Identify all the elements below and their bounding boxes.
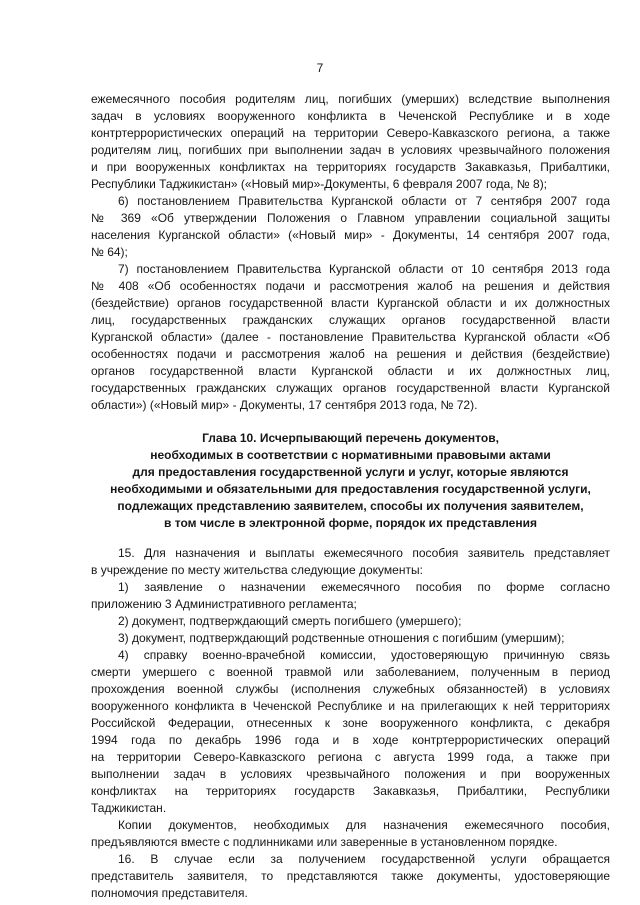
list-item-line: 7) постановлением Правительства Курганской области от 10 сентября 2013 года	[118, 262, 610, 276]
paragraph-line: родителям лиц, погибших при выполнении задач в условиях чрезвычайного положения	[91, 143, 610, 157]
list-item-line: конфликтах на территориях государств Закавказья, Прибалтики, Республики	[91, 784, 610, 798]
chapter-heading: в том числе в электронной форме, порядок их представления	[164, 516, 537, 530]
list-item-line: прохождения военной службы (исполнения служебных обязанностей) в условиях	[91, 682, 610, 696]
chapter-heading: подлежащих представлению заявителем, способы их получения заявителем,	[117, 499, 584, 513]
chapter-heading: для предоставления государственной услуги и услуг, которые являются	[132, 465, 569, 479]
list-item-line: 3) документ, подтверждающий родственные отношения с погибшим (умершим);	[118, 631, 565, 645]
list-item-line: № 408 «Об особенностях подачи и рассмотрения жалоб на решения и действия	[91, 279, 610, 293]
paragraph-line: контртеррористических операций на территории Северо-Кавказского региона, а также	[91, 126, 610, 140]
list-item-line: 1994 года по декабрь 1996 года и в ходе контртеррористических операций	[91, 733, 610, 747]
list-item-line: населения Курганской области» («Новый мир» - Документы, 14 сентября 2007 года,	[91, 228, 610, 242]
list-item-line: смерти умершего с военной травмой или заболеванием, полученным в период	[91, 665, 610, 679]
list-item-line: Таджикистан.	[91, 801, 167, 815]
list-item-line: лиц, государственных гражданских служащих органов государственной власти	[91, 313, 610, 327]
paragraph-line: 15. Для назначения и выплаты ежемесячного пособия заявитель представляет	[118, 546, 610, 560]
paragraph-line: предъявляются вместе с подлинниками или заверенные в установленном порядке.	[91, 835, 558, 849]
paragraph-line: и при вооруженных конфликтах на территориях государств Закавказья, Прибалтики,	[91, 160, 610, 174]
paragraph-line: в учреждение по месту жительства следующие документы:	[91, 563, 423, 577]
list-item-line: (бездействие) органов государственной власти Курганской области и их должностных	[91, 296, 610, 310]
page-number: 7	[316, 61, 324, 75]
chapter-heading: необходимых в соответствии с нормативными правовыми актами	[150, 448, 551, 462]
paragraph-line: 16. В случае если за получением государственной услуги обращается	[118, 852, 610, 866]
list-item-line: Российской Федерации, отнесенных к зоне вооруженного конфликта, с декабря	[91, 716, 610, 730]
paragraph-line: представитель заявителя, то представляются также документы, удостоверяющие	[91, 869, 610, 883]
list-item-line: № 64);	[91, 245, 128, 259]
paragraph-line: ежемесячного пособия родителям лиц, погибших (умерших) вследствие выполнения	[91, 92, 610, 106]
list-item-line: 4) справку военно-врачебной комиссии, удостоверяющую причинную связь	[118, 648, 610, 662]
paragraph-line: задач в условиях вооруженного конфликта в Чеченской Республике и в ходе	[91, 109, 610, 123]
list-item-line: 2) документ, подтверждающий смерть погибшего (умершего);	[118, 614, 462, 628]
list-item-line: выполнении задач в условиях чрезвычайного положения и при вооруженных	[91, 767, 610, 781]
list-item-line: 1) заявление о назначении ежемесячного пособия по форме согласно	[118, 580, 610, 594]
paragraph-line: Республики Таджикистан» («Новый мир»-Документы, 6 февраля 2007 года, № 8);	[91, 177, 548, 191]
chapter-heading: необходимыми и обязательными для предоставления государственной услуги,	[110, 482, 591, 496]
list-item-line: вооруженного конфликта в Чеченской Республике и на прилегающих к ней территориях	[91, 699, 610, 713]
list-item-line: органов государственной власти Курганской области и их должностных лиц,	[91, 364, 610, 378]
paragraph-line: Копии документов, необходимых для назначения ежемесячного пособия,	[118, 818, 610, 832]
list-item-line: 6) постановлением Правительства Курганской области от 7 сентября 2007 года	[118, 194, 610, 208]
chapter-heading: Глава 10. Исчерпывающий перечень документов,	[202, 431, 499, 445]
list-item-line: № 369 «Об утверждении Положения о Главном управлении социальной защиты	[91, 211, 610, 225]
list-item-line: особенностях подачи и рассмотрения жалоб на решения и действия (бездействие)	[91, 347, 610, 361]
list-item-line: государственных гражданских служащих органов государственной власти Курганской	[91, 381, 610, 395]
paragraph-line: полномочия представителя.	[91, 886, 248, 900]
list-item-line: области») («Новый мир» - Документы, 17 сентября 2013 года, № 72).	[91, 398, 478, 412]
list-item-line: Курганской области» (далее - постановление Правительства Курганской области «Об	[91, 330, 610, 344]
list-item-line: на территории Северо-Кавказского региона с августа 1999 года, а также при	[91, 750, 610, 764]
list-item-line: приложению 3 Административного регламента;	[91, 597, 357, 611]
